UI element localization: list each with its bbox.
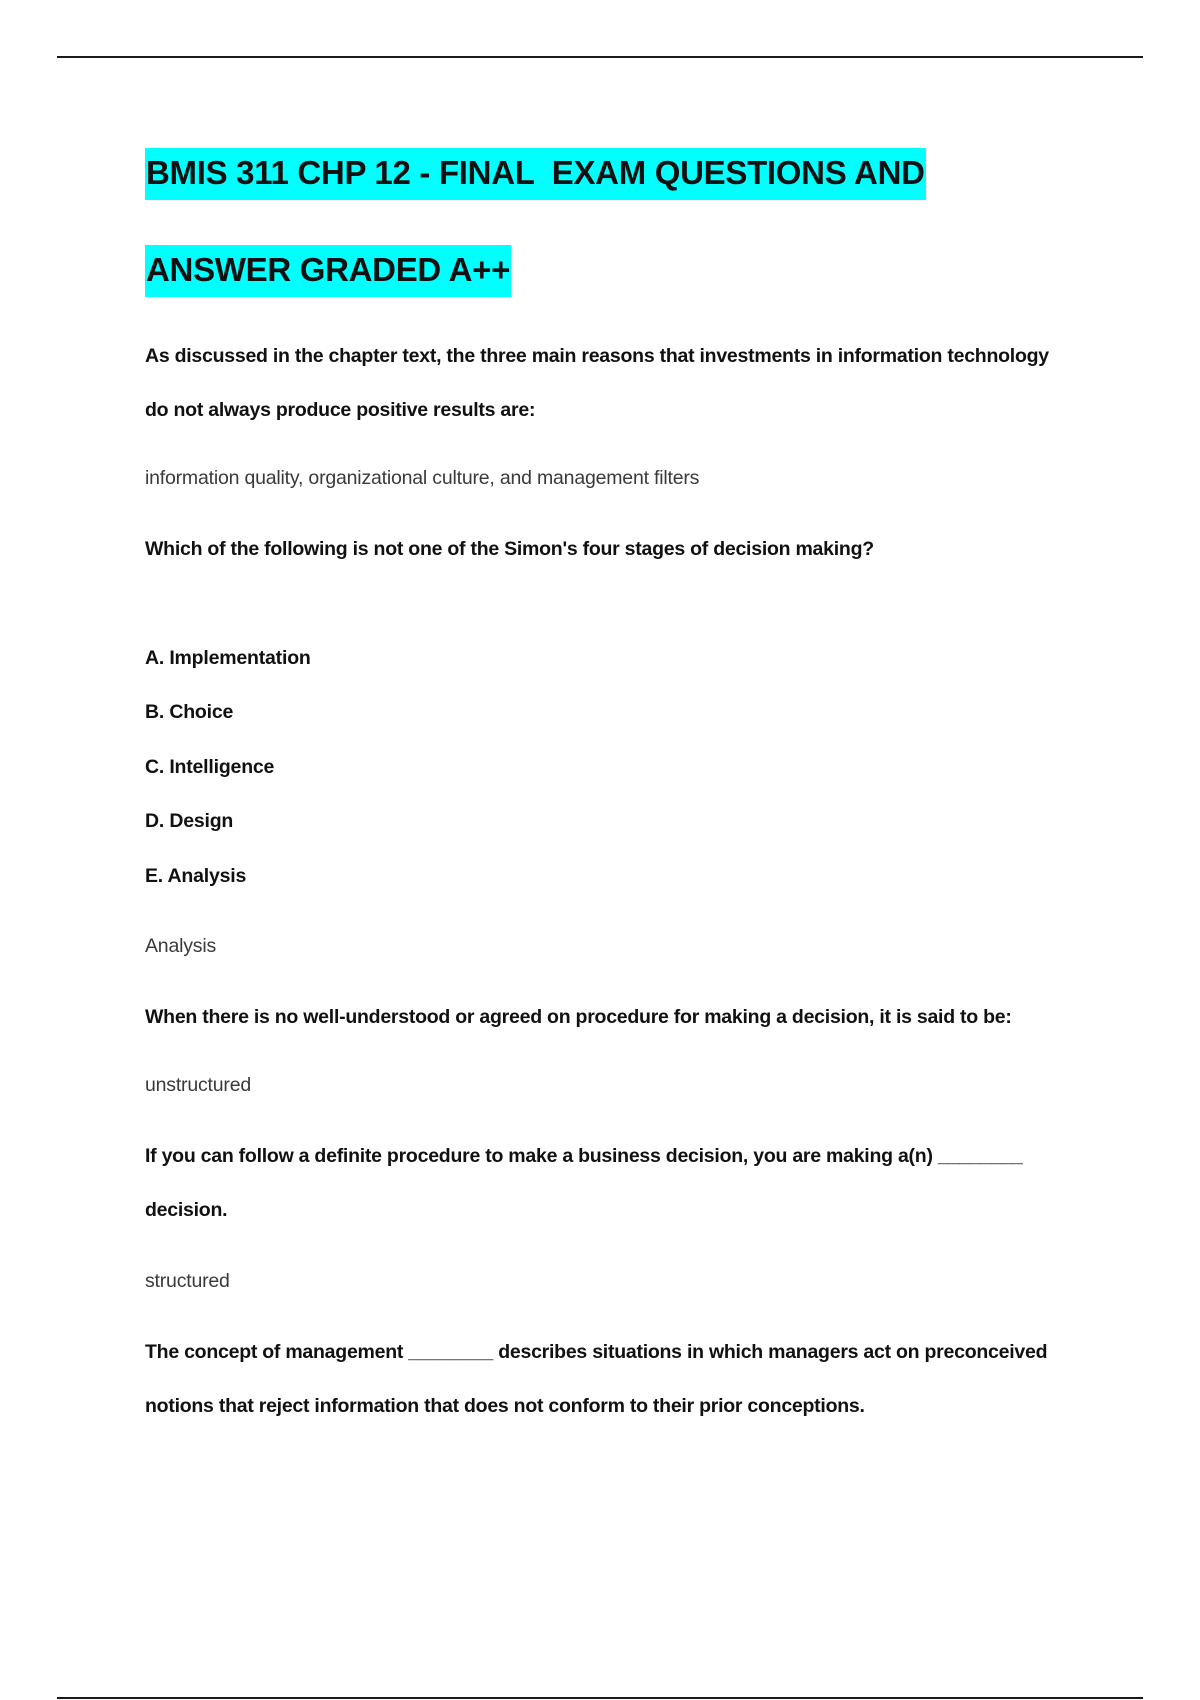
answer-4: structured <box>145 1270 230 1292</box>
answer-3: unstructured <box>145 1074 251 1096</box>
document-title-line-1 <box>145 156 926 189</box>
answer-2: Analysis <box>145 935 217 957</box>
question-3-line-1: When there is no well-understood or agreed on procedure for making a decision, it is said to be: <box>145 1006 1012 1028</box>
question-1-line-1: As discussed in the chapter text, the three main reasons that investments in information technology <box>145 345 1049 367</box>
option-d: D. Design <box>145 810 234 832</box>
title-highlight-1: BMIS 311 CHP 12 - FINAL EXAM QUESTIONS AND <box>145 148 926 200</box>
option-c: C. Intelligence <box>145 756 275 778</box>
header-rule <box>57 56 1143 58</box>
question-5-line-1: The concept of management ________ describes situations in which managers act on preconceived <box>145 1341 1048 1363</box>
question-1-line-2: do not always produce positive results are: <box>145 399 536 421</box>
document-title-line-2 <box>145 253 511 286</box>
title-highlight-2: ANSWER GRADED A++ <box>145 245 511 297</box>
question-2-line-1: Which of the following is not one of the Simon's four stages of decision making? <box>145 538 874 560</box>
option-e: E. Analysis <box>145 865 247 887</box>
question-4-line-1: If you can follow a definite procedure to make a business decision, you are making a(n) ________ <box>145 1145 1023 1167</box>
question-4-line-2: decision. <box>145 1199 228 1221</box>
option-a: A. Implementation <box>145 647 311 669</box>
answer-1: information quality, organizational culture, and management filters <box>145 467 700 489</box>
question-5-line-2: notions that reject information that does not conform to their prior conceptions. <box>145 1395 865 1417</box>
option-b: B. Choice <box>145 701 234 723</box>
footer-rule <box>57 1697 1143 1699</box>
